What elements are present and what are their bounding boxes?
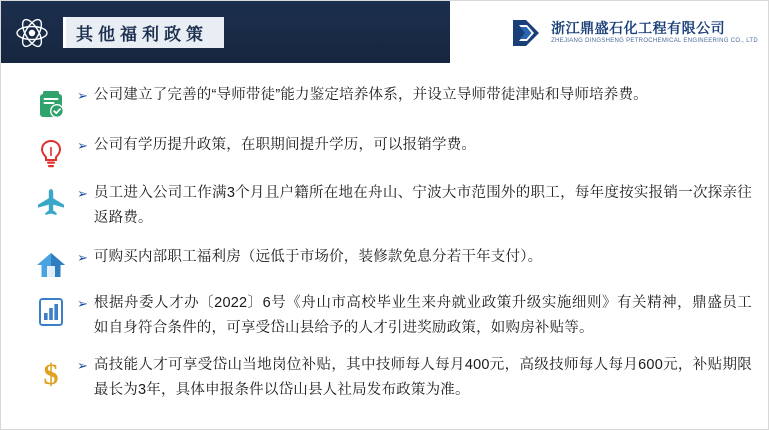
list-item: [1, 181, 769, 231]
benefits-list: [1, 63, 769, 430]
list-item: [1, 353, 769, 403]
certificate-badge-icon: [25, 83, 77, 119]
dollar-sign-icon: [25, 353, 77, 389]
list-item-text: 公司建立了完善的“导师带徒”能力鉴定培养体系，并设立导师带徒津贴和导师培养费。: [93, 87, 648, 103]
company-name-cn: 浙江鼎盛石化工程有限公司: [551, 20, 726, 36]
bullet-marker: ➢: [77, 186, 88, 201]
company-logo: [509, 15, 758, 51]
list-item-text-cell: [77, 133, 752, 158]
company-logo-mark-icon: [509, 16, 543, 50]
list-item-text: 员工进入公司工作满3个月且户籍所在地在舟山、宁波大市范围外的职工，每年度按实报销一次探亲往返路费。: [93, 185, 752, 226]
list-item-text-cell: [77, 83, 752, 108]
bullet-marker: ➢: [77, 358, 88, 373]
list-item-text-cell: [77, 291, 752, 341]
page-title: 其他福利政策: [76, 25, 208, 44]
house-icon: [25, 245, 77, 279]
list-item: [1, 291, 769, 341]
header-title-band: [63, 17, 224, 48]
lightbulb-icon: [25, 133, 77, 169]
bullet-marker: ➢: [77, 296, 88, 311]
list-item-text: 高技能人才可享受岱山当地岗位补贴，其中技师每人每月400元，高级技师每人每月600元，补贴期限最长为3年，具体申报条件以岱山县人社局发布政策为准。: [93, 357, 752, 398]
list-item-text-cell: [77, 245, 752, 270]
bullet-marker: ➢: [77, 250, 88, 265]
list-item: [1, 245, 769, 279]
company-logo-text: [551, 20, 758, 46]
list-item-text: 根据舟委人才办〔2022〕6号《舟山市高校毕业生来舟就业政策升级实施细则》有关精神，鼎盛员工如自身符合条件的，可享受岱山县给予的人才引进奖励政策，如购房补贴等。: [93, 295, 752, 336]
header-logo-area: [450, 1, 769, 63]
svg-text:$: $: [43, 359, 59, 389]
list-item-text: 可购买内部职工福利房（远低于市场价，装修款免息分若干年支付）。: [93, 249, 543, 265]
list-item-text-cell: [77, 181, 752, 231]
bullet-marker: ➢: [77, 88, 88, 103]
list-item-text-cell: [77, 353, 752, 403]
bullet-marker: ➢: [77, 138, 88, 153]
list-item: [1, 83, 769, 119]
company-name-en: ZHEJIANG DINGSHENG PETROCHEMICAL ENGINEERING CO., LTD: [551, 38, 758, 44]
airplane-icon: [25, 181, 77, 217]
slide-header: [1, 1, 769, 63]
list-item: [1, 133, 769, 169]
list-item-text: 公司有学历提升政策，在职期间提升学历，可以报销学费。: [93, 137, 477, 153]
atom-icon: [15, 16, 49, 50]
bar-chart-document-icon: [25, 291, 77, 327]
